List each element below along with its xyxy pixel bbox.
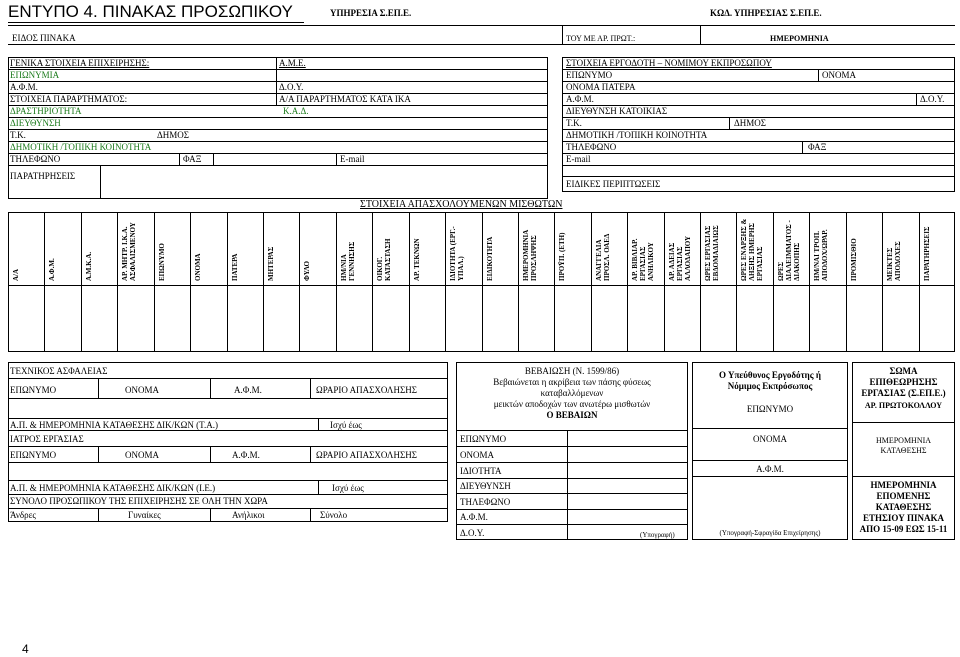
seal-line2: ΕΠΙΘΕΩΡΗΣΗΣ [869,377,938,387]
col-header-6: ΠΑΤΕΡΑ [230,253,239,281]
emp-doy-label: Δ.Ο.Υ. [920,94,945,104]
seal-line1: ΣΩΜΑ [889,366,918,376]
branch-no-label: Α/Α ΠΑΡΑΡΤΗΜΑΤΟΣ ΚΑΤΑ ΙΚΑ [279,94,411,104]
seal-next4: ΕΤΗΣΙΟΥ ΠΙΝΑΚΑ [863,513,944,523]
verify-firstname-label: ΟΝΟΜΑ [460,450,495,460]
col-header-10: ΟΙΚΟΓ. ΚΑΤΑΣΤΑΣΗ [376,238,393,281]
emp-tk-label: Τ.Κ. [566,118,582,128]
men-label: Άνδρες [10,510,36,520]
col-header-13: ΕΙΔΙΚΟΤΗΤΑ [485,236,494,281]
emp-community-label: ΔΗΜΟΤΙΚΗ /ΤΟΠΙΚΗ ΚΟΙΝΟΤΗΤΑ [566,130,708,140]
verify-address-label: ΔΙΕΥΘΥΝΣΗ [460,481,511,491]
col-header-7: ΜΗΤΕΡΑΣ [266,246,275,281]
resp-sign-label: (Υπογραφή-Σφραγίδα Επιχείρησης) [719,529,821,537]
col-header-1: Α.Φ.Μ. [48,258,57,281]
col-header-5: ΟΝΟΜΑ [194,253,203,281]
special-cases-label: ΕΙΔΙΚΕΣ ΠΕΡΙΠΤΩΣΕΙΣ [566,179,661,189]
verify-line3: μεικτών αποδοχών των ανωτέρω μισθωτών [493,399,651,409]
verify-line1: Βεβαιώνεται η ακρίβεια των πάσης φύσεως [493,377,651,387]
seal-next1: ΗΜΕΡΟΜΗΝΙΑ [870,480,937,490]
col-header-25: ΠΑΡΑΤΗΡΗΣΕΙΣ [922,226,931,281]
resp-surname-label: ΕΠΩΝΥΜΟ [746,404,794,414]
service-label: ΥΠΗΡΕΣΙΑ Σ.ΕΠ.Ε. [330,8,412,18]
emp-email-label: E-mail [566,154,591,164]
verify-phone-label: ΤΗΛΕΦΩΝΟ [460,497,511,507]
col-header-8: ΦΥΛΟ [303,261,312,281]
tk-label: Τ.Κ. [10,130,26,140]
seal-protocol: ΑΡ. ΠΡΩΤΟΚΟΛΛΟΥ [864,401,943,410]
tech-ap-label: Α.Π. & ΗΜΕΡΟΜΗΝΙΑ ΚΑΤΑΘΕΣΗΣ ΔΙΚ/ΚΩΝ (Τ.Α.) [10,420,218,430]
emp-phone-label: ΤΗΛΕΦΩΝΟ [566,142,617,152]
emp-firstname-label: ΟΝΟΜΑ [822,70,857,80]
resp-title2: Νόμιμος Εκπρόσωπος [727,381,813,391]
sum-label: Σύνολο [320,510,348,520]
women-label: Γυναίκες [128,510,161,520]
address-label: ΔΙΕΥΘΥΝΣΗ [10,118,61,128]
activity-label: ΔΡΑΣΤΗΡΙΟΤΗΤΑ [10,106,82,116]
dimos-label: ΔΗΜΟΣ [157,130,190,140]
verify-afm-label: Α.Φ.Μ. [460,512,488,522]
tech-schedule-label: ΩΡΑΡΙΟ ΑΠΑΣΧΟΛΗΣΗΣ [316,385,417,395]
name-label: ΕΠΩΝΥΜΙΑ [10,70,60,80]
resp-title1: Ο Υπεύθυνος Εργοδότης ή [719,370,821,380]
service-code-label: ΚΩΔ. ΥΠΗΡΕΣΙΑΣ Σ.ΕΠ.Ε. [710,8,822,18]
seal-line3: ΕΡΓΑΣΙΑΣ (Σ.ΕΠ.Ε.) [861,388,946,398]
col-header-20: ΩΡΕΣ ΕΝΑΡΞΗΣ & ΛΗΞΗΣ ΗΜΕΡΗΣ ΕΡΓΑΣΙΑΣ [740,218,765,281]
verify-doy-label: Δ.Ο.Υ. [460,528,485,538]
seal-date1: ΗΜΕΡΟΜΗΝΙΑ [875,436,932,445]
minors-label: Ανήλικοι [232,510,265,520]
seal-next5: ΑΠΟ 15-09 ΕΩΣ 15-11 [859,524,948,534]
verify-capacity-label: ΙΔΙΟΤΗΤΑ [460,466,502,476]
page-number: 4 [22,642,29,656]
tech-firstname-label: ΟΝΟΜΑ [125,385,160,395]
tech-surname-label: ΕΠΩΝΥΜΟ [10,385,57,395]
col-header-16: ΑΝΑΓΓΕΛΙΑ ΠΡΟΣΛ. ΟΑΕΔ [594,233,611,281]
resp-afm-label: Α.Φ.Μ. [756,464,784,474]
protocol-label: ΤΟΥ ΜΕ ΑΡ. ΠΡΩΤ.: [566,34,636,43]
seal-next3: ΚΑΤΑΘΕΣΗΣ [875,502,932,512]
verify-sign-label: (Υπογραφή) [640,531,675,539]
emp-afm-label: Α.Φ.Μ. [566,94,594,104]
col-header-17: ΑΡ. ΒΙΒΛΙΑΡ. ΕΡΓΑΣΙΑΣ ΑΝΗΛΙΚΟΥ [631,238,656,281]
col-header-24: ΜΕΙΚΤΕΣ ΑΠΟΔΟΧΕΣ [886,241,903,281]
branch-label: ΣΤΟΙΧΕΙΑ ΠΑΡΑΡΤΗΜΑΤΟΣ: [10,94,128,104]
tech-afm-label: Α.Φ.Μ. [234,385,262,395]
community-label: ΔΗΜΟΤΙΚΗ /ΤΟΠΙΚΗ ΚΟΙΝΟΤΗΤΑ [10,142,152,152]
notes-label: ΠΑΡΑΤΗΡΗΣΕΙΣ [10,171,76,181]
doctor-label: ΙΑΤΡΟΣ ΕΡΓΑΣΙΑΣ [10,434,84,444]
doc-firstname-label: ΟΝΟΜΑ [125,450,160,460]
emp-dimos-label: ΔΗΜΟΣ [734,118,767,128]
emp-surname-label: ΕΠΩΝΥΜΟ [566,70,613,80]
resp-firstname-label: ΟΝΟΜΑ [752,434,787,444]
col-header-22: ΗΜ/ΝΑΙ ΤΡΟΠ. ΑΠΟΔΟΧ/ΩΡΑΡ. [813,229,830,281]
seal-next2: ΕΠΟΜΕΝΗΣ [876,491,931,501]
doy-label: Δ.Ο.Υ. [279,82,304,92]
fax-label: ΦΑΞ [183,154,202,164]
doc-afm-label: Α.Φ.Μ. [232,450,260,460]
verify-line2: καταβαλλόμενων [540,388,604,398]
col-header-0: Α/Α [12,268,20,281]
doc-valid-label: Ισχύ έως [332,483,364,493]
ame-label: Α.Μ.Ε. [279,58,306,68]
emp-home-label: ΔΙΕΥΘΥΝΣΗ ΚΑΤΟΙΚΙΑΣ [566,106,668,116]
doc-schedule-label: ΩΡΑΡΙΟ ΑΠΑΣΧΟΛΗΣΗΣ [316,450,417,460]
total-staff-label: ΣΥΝΟΛΟ ΠΡΟΣΩΠΙΚΟΥ ΤΗΣ ΕΠΙΧΕΙΡΗΣΗΣ ΣΕ ΟΛΗ ΤΗΝ ΧΩΡΑ [10,496,268,506]
afm-label: Α.Φ.Μ. [10,82,38,92]
tech-valid-label: Ισχύ έως [330,420,362,430]
col-header-14: ΗΜΕΡΟΜΗΝΙΑ ΠΡΟΣΛΗΨΗΣ [521,230,538,281]
col-header-3: ΑΡ. ΜΗΤΡ. Ι.Κ.Α. ΑΣΦΑΛΙΣΜΕΝΟΥ [121,222,138,281]
emp-fax-label: ΦΑΞ [808,142,827,152]
emp-father-label: ΟΝΟΜΑ ΠΑΤΕΡΑ [566,82,636,92]
col-header-21: ΩΡΕΣ ΔΙΑΛΕΙΜΜΑΤΟΣ - ΔΙΑΚΟΠΗΣ [776,220,801,281]
tech-safety-label: ΤΕΧΝΙΚΟΣ ΑΣΦΑΛΕΙΑΣ [10,366,108,376]
email-label: E-mail [340,154,365,164]
seal-date2: ΚΑΤΑΘΕΣΗΣ [880,446,927,455]
form-title: ΕΝΤΥΠΟ 4. ΠΙΝΑΚΑΣ ΠΡΟΣΩΠΙΚΟΥ [8,2,293,21]
verify-surname-label: ΕΠΩΝΥΜΟ [460,434,507,444]
verify-signer: Ο ΒΕΒΑΙΩΝ [546,410,598,420]
doc-surname-label: ΕΠΩΝΥΜΟ [10,450,57,460]
col-header-4: ΕΠΩΝΥΜΟ [157,243,166,281]
col-header-11: ΑΡ. ΤΕΚΝΩΝ [412,238,421,281]
employees-title: ΣΤΟΙΧΕΙΑ ΑΠΑΣΧΟΛΟΥΜΕΝΩΝ ΜΙΣΘΩΤΩΝ [360,199,563,210]
col-header-23: ΠΡΟΜΙΣΘΙΟ [849,238,858,281]
col-header-18: ΑΡ. ΑΔΕΙΑΣ ΕΡΓΑΣΙΑΣ ΑΛΛΟΔΑΠΟΥ [667,235,692,281]
phone-label: ΤΗΛΕΦΩΝΟ [10,154,61,164]
col-header-2: Α.Μ.Κ.Α. [84,251,93,281]
employer-title: ΣΤΟΙΧΕΙΑ ΕΡΓΟΔΟΤΗ – ΝΟΜΙΜΟΥ ΕΚΠΡΟΣΩΠΟΥ [566,58,772,68]
kad-label: Κ.Α.Δ. [283,106,309,116]
date-label: ΗΜΕΡΟΜΗΝΙΑ [770,34,829,43]
col-header-19: ΩΡΕΣ ΕΡΓΑΣΙΑΣ ΕΒΔΟΜΑΔΙΑΙΩΣ [704,225,721,281]
table-type-label: ΕΙΔΟΣ ΠΙΝΑΚΑ [12,33,76,43]
col-header-9: ΗΜ/ΝΙΑ ΓΕΝΝΗΣΗΣ [339,241,356,281]
col-header-15: ΠΡΟΫΠ. (ΕΤΗ) [558,232,567,281]
col-header-12: ΙΔΙΟΤΗΤΑ (ΕΡΓ.-ΥΠΑΛ.) [449,226,466,281]
general-label: ΓΕΝΙΚΑ ΣΤΟΙΧΕΙΑ ΕΠΙΧΕΙΡΗΣΗΣ: [10,58,150,68]
verify-title: ΒΕΒΑΙΩΣΗ (Ν. 1599/86) [524,366,620,376]
doc-ap-label: Α.Π. & ΗΜΕΡΟΜΗΝΙΑ ΚΑΤΑΘΕΣΗΣ ΔΙΚ/ΚΩΝ (Ι.Ε.) [10,483,216,493]
